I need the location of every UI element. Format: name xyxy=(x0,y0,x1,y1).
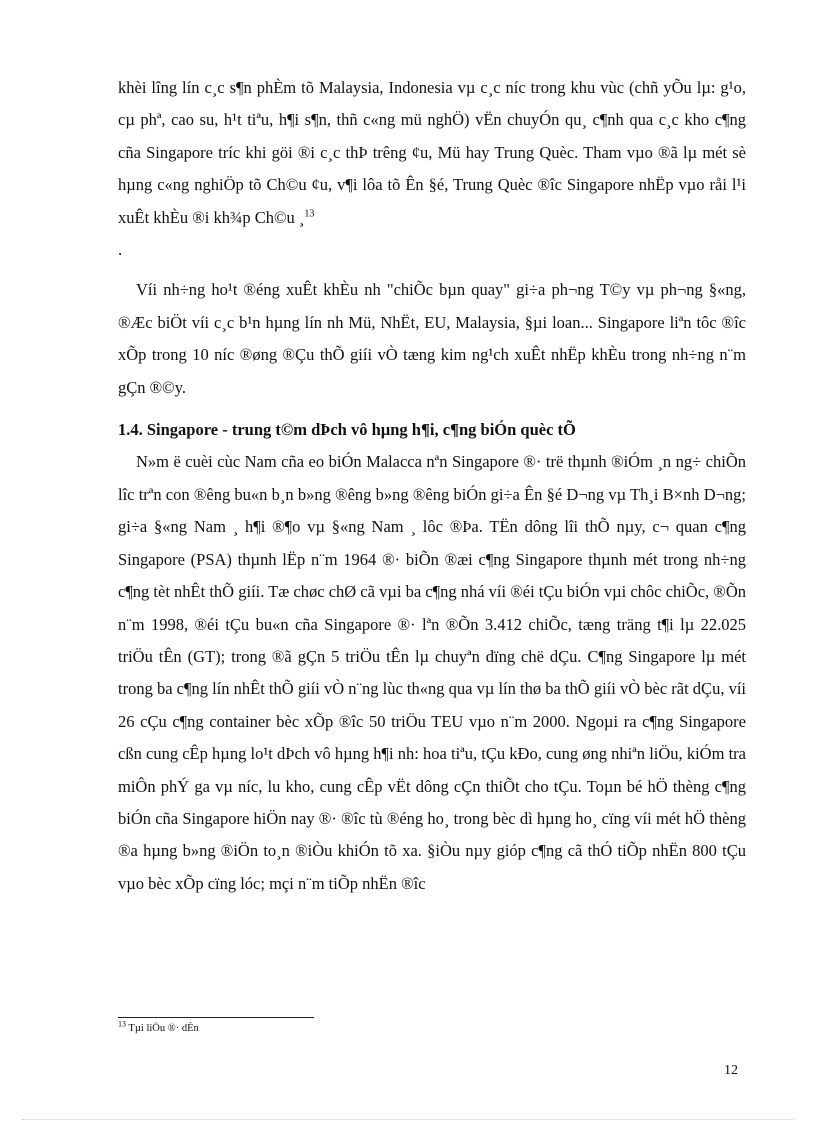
paragraph-1 xyxy=(118,72,746,266)
paragraph-3: N»m ë cuèi cùc Nam cña eo biÓn Malacca nªn Singapore ®· trë thµnh ®iÓm ¸n ng÷ chiÕn lîc trªn con ®êng bu«n b¸n b»ng ®êng b»ng ®êng biÓn gi÷a Ên §é D¬ng vµ Th¸i B×nh D¬ng; gi÷a §«ng Nam ¸ h¶i ®¶o vµ §«ng Nam ¸ lôc ®Þa. TËn dông lîi thÕ nµy, c¬ quan c¶ng Singapore (PSA) thµnh lËp n¨m 1964 ®· biÕn ®æi c¶ng Singapore thµnh mét trong nh÷ng c¶ng tèt nhÊt thÕ giíi. Tæ chøc chØ cã vµi ba c¶ng nhá víi ®éi tÇu biÓn vµi chôc chiÕc, ®Õn n¨m 1998, ®éi tÇu bu«n cña Singapore ®· lªn ®Õn 3.412 chiÕc, tæng träng t¶i lµ 22.025 triÖu tÊn (GT); trong ®ã gÇn 5 triÖu tÊn lµ chuyªn dïng chë dÇu. C¶ng Singapore lµ mét trong ba c¶ng lín nhÊt thÕ giíi vÒ n¨ng lùc th«ng qua vµ lín thø ba thÕ giíi vÒ bèc rãt dÇu, víi 26 cÇu c¶ng container bèc xÕp ®îc 50 triÖu TEU vµo n¨m 2000. Ngoµi ra c¶ng Singapore cßn cung cÊp hµng lo¹t dÞch vô hµng h¶i nh: hoa tiªu, tÇu kÐo, cung øng nhiªn liÖu, kiÓm tra miÔn phÝ ga vµ níc, lu kho, cung cÊp vËt dông cÇn thiÕt cho tÇu. Toµn bé hÖ thèng c¶ng biÓn cña Singapore hiÖn nay ®· ®îc tù ®éng ho¸ trong bèc dì hµng ho¸ cïng víi mét hÖ thèng ®a hµng b»ng ®iÖn to¸n ®iÒu khiÓn tõ xa. §iÒu nµy gióp c¶ng cã thÓ tiÕp nhËn 800 tÇu vµo bèc xÕp cïng lóc; mçi n¨m tiÕp nhËn ®îc xyxy=(118,452,746,893)
footnote-divider xyxy=(118,1017,314,1018)
paragraph-2: Víi nh÷ng ho¹t ®éng xuÊt khÈu nh "chiÕc bµn quay" gi÷a ph¬ng T©y vµ ph¬ng §«ng, ®Æc biÖt víi c¸c b¹n hµng lín nh Mü, NhËt, EU, Malaysia, §µi loan... Singapore liªn tôc ®îc xÕp trong 10 níc ®øng ®Çu thÕ giíi vÒ tæng kim ng¹ch xuÊt nhËp khÈu trong nh÷ng n¨m gÇn ®©y. xyxy=(118,280,746,397)
footnote-text: Tµi liÖu ®· dÉn xyxy=(126,1023,199,1034)
page-bottom-divider xyxy=(22,1119,794,1120)
page-body xyxy=(118,72,746,900)
footnote xyxy=(118,1019,199,1036)
paragraph-1-tail: . xyxy=(118,240,123,260)
footnote-number: 13 xyxy=(118,1019,126,1029)
paragraph-1-text: khèi lîng lín c¸c s¶n phÈm tõ Malaysia, Indonesia vµ c¸c níc trong khu vùc (chñ yÕu lµ: g¹o, cµ phª, cao su, h¹t tiªu, h¶i s¶n, thñ c«ng mü nghÖ) vËn chuyÓn qu¸ c¶nh qua c¸c kho c¶ng cña Singapore tríc khi göi ®i c¸c thÞ trêng ¢u, Mü hay Trung Quèc. Tham vµo ®ã lµ mét sè hµng c«ng nghiÖp tõ Ch©u ¢u, v¶i lôa tõ Ên §é, Trung Quèc ®îc Singapore nhËp vµo råi l¹i xuÊt khÈu ®i kh¾p Ch©u ¸ xyxy=(118,78,746,227)
footnote-reference[interactable]: 13 xyxy=(304,208,315,220)
page-number: 12 xyxy=(724,1063,738,1078)
section-heading: 1.4. Singapore - trung t©m dÞch vô hµng h¶i, c¶ng biÓn quèc tÕ xyxy=(118,420,576,440)
